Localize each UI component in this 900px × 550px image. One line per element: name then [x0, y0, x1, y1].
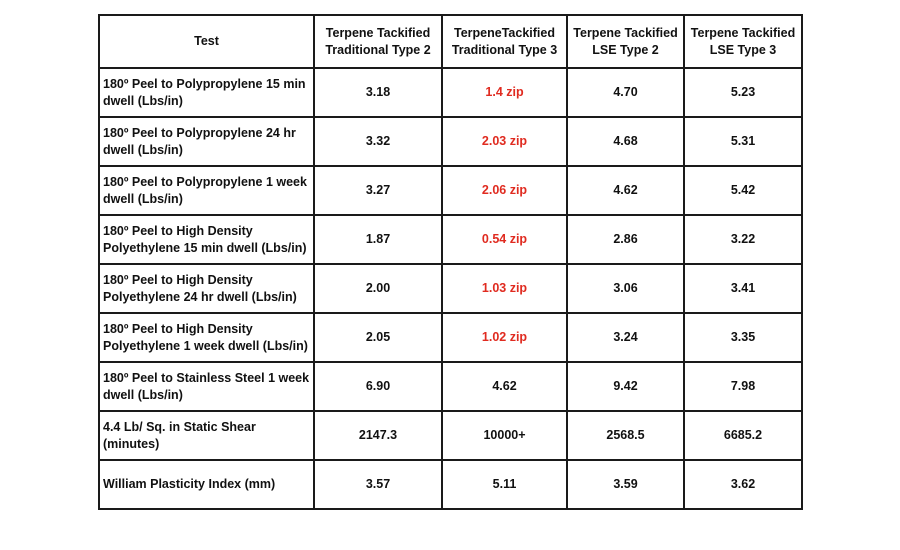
value-cell: 4.62 [442, 362, 567, 411]
test-name-cell: 180º Peel to High Density Polyethylene 1 week dwell (Lbs/in) [99, 313, 314, 362]
value-cell: 3.62 [684, 460, 802, 509]
value-cell: 3.32 [314, 117, 442, 166]
test-name-cell: 180º Peel to Polypropylene 1 week dwell (Lbs/in) [99, 166, 314, 215]
zip-value-cell: 1.02 zip [442, 313, 567, 362]
header-row [99, 15, 802, 68]
header-lse-type-3: Terpene Tackified LSE Type 3 [684, 15, 802, 68]
table-row [99, 264, 802, 313]
value-cell: 5.23 [684, 68, 802, 117]
header-traditional-type-3: TerpeneTackified Traditional Type 3 [442, 15, 567, 68]
table-row [99, 68, 802, 117]
value-cell: 2.86 [567, 215, 684, 264]
value-cell: 3.27 [314, 166, 442, 215]
results-table-container [98, 14, 803, 510]
value-cell: 4.70 [567, 68, 684, 117]
test-name-cell: 180º Peel to Polypropylene 24 hr dwell (Lbs/in) [99, 117, 314, 166]
value-cell: 6.90 [314, 362, 442, 411]
table-row [99, 166, 802, 215]
value-cell: 3.18 [314, 68, 442, 117]
test-name-cell: William Plasticity Index (mm) [99, 460, 314, 509]
zip-value-cell: 0.54 zip [442, 215, 567, 264]
table-row [99, 460, 802, 509]
test-name-cell: 180º Peel to High Density Polyethylene 15 min dwell (Lbs/in) [99, 215, 314, 264]
value-cell: 3.06 [567, 264, 684, 313]
test-name-cell: 180º Peel to Stainless Steel 1 week dwell (Lbs/in) [99, 362, 314, 411]
header-test: Test [99, 15, 314, 68]
value-cell: 3.57 [314, 460, 442, 509]
test-name-cell: 180º Peel to High Density Polyethylene 24 hr dwell (Lbs/in) [99, 264, 314, 313]
zip-value-cell: 1.4 zip [442, 68, 567, 117]
zip-value-cell: 1.03 zip [442, 264, 567, 313]
value-cell: 5.31 [684, 117, 802, 166]
table-row [99, 117, 802, 166]
value-cell: 2.05 [314, 313, 442, 362]
value-cell: 2147.3 [314, 411, 442, 460]
header-traditional-type-2: Terpene Tackified Traditional Type 2 [314, 15, 442, 68]
value-cell: 3.24 [567, 313, 684, 362]
zip-value-cell: 2.03 zip [442, 117, 567, 166]
value-cell: 7.98 [684, 362, 802, 411]
table-row [99, 411, 802, 460]
value-cell: 2.00 [314, 264, 442, 313]
value-cell: 4.68 [567, 117, 684, 166]
value-cell: 3.35 [684, 313, 802, 362]
test-name-cell: 180º Peel to Polypropylene 15 min dwell (Lbs/in) [99, 68, 314, 117]
value-cell: 3.59 [567, 460, 684, 509]
value-cell: 3.22 [684, 215, 802, 264]
adhesive-test-results-table [98, 14, 803, 510]
value-cell: 10000+ [442, 411, 567, 460]
table-row [99, 362, 802, 411]
value-cell: 5.42 [684, 166, 802, 215]
test-name-cell: 4.4 Lb/ Sq. in Static Shear (minutes) [99, 411, 314, 460]
value-cell: 1.87 [314, 215, 442, 264]
table-row [99, 215, 802, 264]
value-cell: 4.62 [567, 166, 684, 215]
zip-value-cell: 2.06 zip [442, 166, 567, 215]
value-cell: 9.42 [567, 362, 684, 411]
value-cell: 3.41 [684, 264, 802, 313]
value-cell: 6685.2 [684, 411, 802, 460]
table-row [99, 313, 802, 362]
header-lse-type-2: Terpene Tackified LSE Type 2 [567, 15, 684, 68]
value-cell: 5.11 [442, 460, 567, 509]
value-cell: 2568.5 [567, 411, 684, 460]
